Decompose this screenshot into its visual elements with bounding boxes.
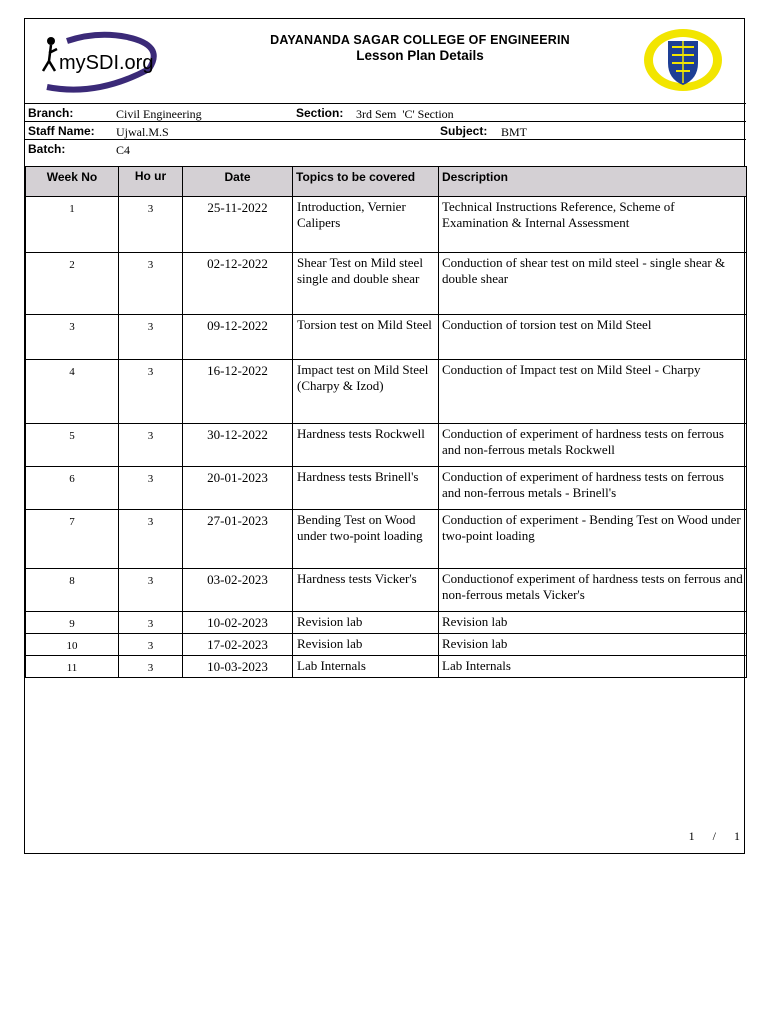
mydsi-logo (37, 27, 159, 93)
cell-hour: 3 (119, 569, 183, 612)
batch-label: Batch: (28, 142, 66, 156)
cell-description: Revision lab (439, 612, 747, 634)
cell-week: 10 (26, 634, 119, 656)
cell-week: 2 (26, 253, 119, 315)
table-header-row (26, 167, 747, 197)
staff-row (25, 121, 746, 139)
cell-date: 03-02-2023 (183, 569, 293, 612)
batch-row (25, 139, 746, 157)
cell-description: Conduction of Impact test on Mild Steel - Charpy (439, 360, 747, 424)
cell-date: 27-01-2023 (183, 510, 293, 569)
header-description: Description (439, 167, 747, 197)
section-value: 3rd Sem 'C' Section (356, 107, 454, 121)
college-crest-icon (642, 27, 724, 93)
cell-week: 4 (26, 360, 119, 424)
header-date: Date (183, 167, 293, 197)
cell-topic: Hardness tests Rockwell (293, 424, 439, 467)
cell-week: 6 (26, 467, 119, 510)
cell-description: Conduction of experiment of hardness tests on ferrous and non-ferrous metals - Brinell's (439, 467, 747, 510)
cell-date: 17-02-2023 (183, 634, 293, 656)
cell-week: 5 (26, 424, 119, 467)
table-row (26, 569, 747, 612)
table-row (26, 360, 747, 424)
cell-date: 30-12-2022 (183, 424, 293, 467)
lesson-plan-table (25, 166, 747, 678)
logo-text: mySDI.org (59, 52, 154, 74)
lesson-plan-page (24, 18, 745, 854)
table-row (26, 315, 747, 360)
table-row (26, 612, 747, 634)
cell-topic: Torsion test on Mild Steel (293, 315, 439, 360)
cell-hour: 3 (119, 634, 183, 656)
page-indicator: 1 / 1 (688, 829, 740, 843)
cell-description: Lab Internals (439, 656, 747, 678)
cell-week: 9 (26, 612, 119, 634)
cell-hour: 3 (119, 253, 183, 315)
cell-date: 25-11-2022 (183, 197, 293, 253)
cell-hour: 3 (119, 197, 183, 253)
cell-description: Conduction of torsion test on Mild Steel (439, 315, 747, 360)
document-title: Lesson Plan Details (356, 48, 484, 63)
table-row (26, 510, 747, 569)
cell-date: 10-03-2023 (183, 656, 293, 678)
cell-description: Technical Instructions Reference, Scheme of Examination & Internal Assessment (439, 197, 747, 253)
cell-topic: Hardness tests Vicker's (293, 569, 439, 612)
cell-date: 10-02-2023 (183, 612, 293, 634)
cell-week: 11 (26, 656, 119, 678)
cell-topic: Hardness tests Brinell's (293, 467, 439, 510)
table-row (26, 634, 747, 656)
cell-topic: Introduction, Vernier Calipers (293, 197, 439, 253)
staff-value: Ujwal.M.S (116, 125, 169, 139)
cell-week: 3 (26, 315, 119, 360)
cell-description: Conduction of shear test on mild steel - single shear & double shear (439, 253, 747, 315)
cell-hour: 3 (119, 612, 183, 634)
cell-date: 16-12-2022 (183, 360, 293, 424)
table-row (26, 424, 747, 467)
table-row (26, 253, 747, 315)
cell-week: 7 (26, 510, 119, 569)
cell-hour: 3 (119, 424, 183, 467)
header-week: Week No (26, 167, 119, 197)
header-topics: Topics to be covered (293, 167, 439, 197)
branch-label: Branch: (28, 106, 74, 120)
cell-date: 20-01-2023 (183, 467, 293, 510)
section-label: Section: (296, 106, 344, 120)
cell-description: Revision lab (439, 634, 747, 656)
cell-hour: 3 (119, 467, 183, 510)
cell-week: 8 (26, 569, 119, 612)
table-row (26, 467, 747, 510)
staff-label: Staff Name: (28, 124, 95, 138)
cell-topic: Shear Test on Mild steel single and double shear (293, 253, 439, 315)
cell-topic: Impact test on Mild Steel (Charpy & Izod) (293, 360, 439, 424)
cell-date: 02-12-2022 (183, 253, 293, 315)
cell-topic: Lab Internals (293, 656, 439, 678)
subject-label: Subject: (440, 124, 488, 138)
college-name: DAYANANDA SAGAR COLLEGE OF ENGINEERIN (270, 33, 570, 47)
cell-hour: 3 (119, 656, 183, 678)
subject-value: BMT (501, 125, 528, 139)
cell-topic: Revision lab (293, 612, 439, 634)
batch-value: C4 (116, 143, 131, 157)
cell-date: 09-12-2022 (183, 315, 293, 360)
cell-hour: 3 (119, 360, 183, 424)
branch-value: Civil Engineering (116, 107, 202, 121)
cell-description: Conduction of experiment of hardness tests on ferrous and non-ferrous metals Rockwell (439, 424, 747, 467)
cell-topic: Revision lab (293, 634, 439, 656)
cell-week: 1 (26, 197, 119, 253)
cell-hour: 3 (119, 315, 183, 360)
cell-hour: 3 (119, 510, 183, 569)
table-row (26, 656, 747, 678)
branch-row (25, 103, 746, 121)
cell-description: Conductionof experiment of hardness tests on ferrous and non-ferrous metals Vicker's (439, 569, 747, 612)
cell-description: Conduction of experiment - Bending Test on Wood under two-point loading (439, 510, 747, 569)
header-hour: Ho ur (119, 167, 183, 197)
cell-topic: Bending Test on Wood under two-point loading (293, 510, 439, 569)
table-row (26, 197, 747, 253)
